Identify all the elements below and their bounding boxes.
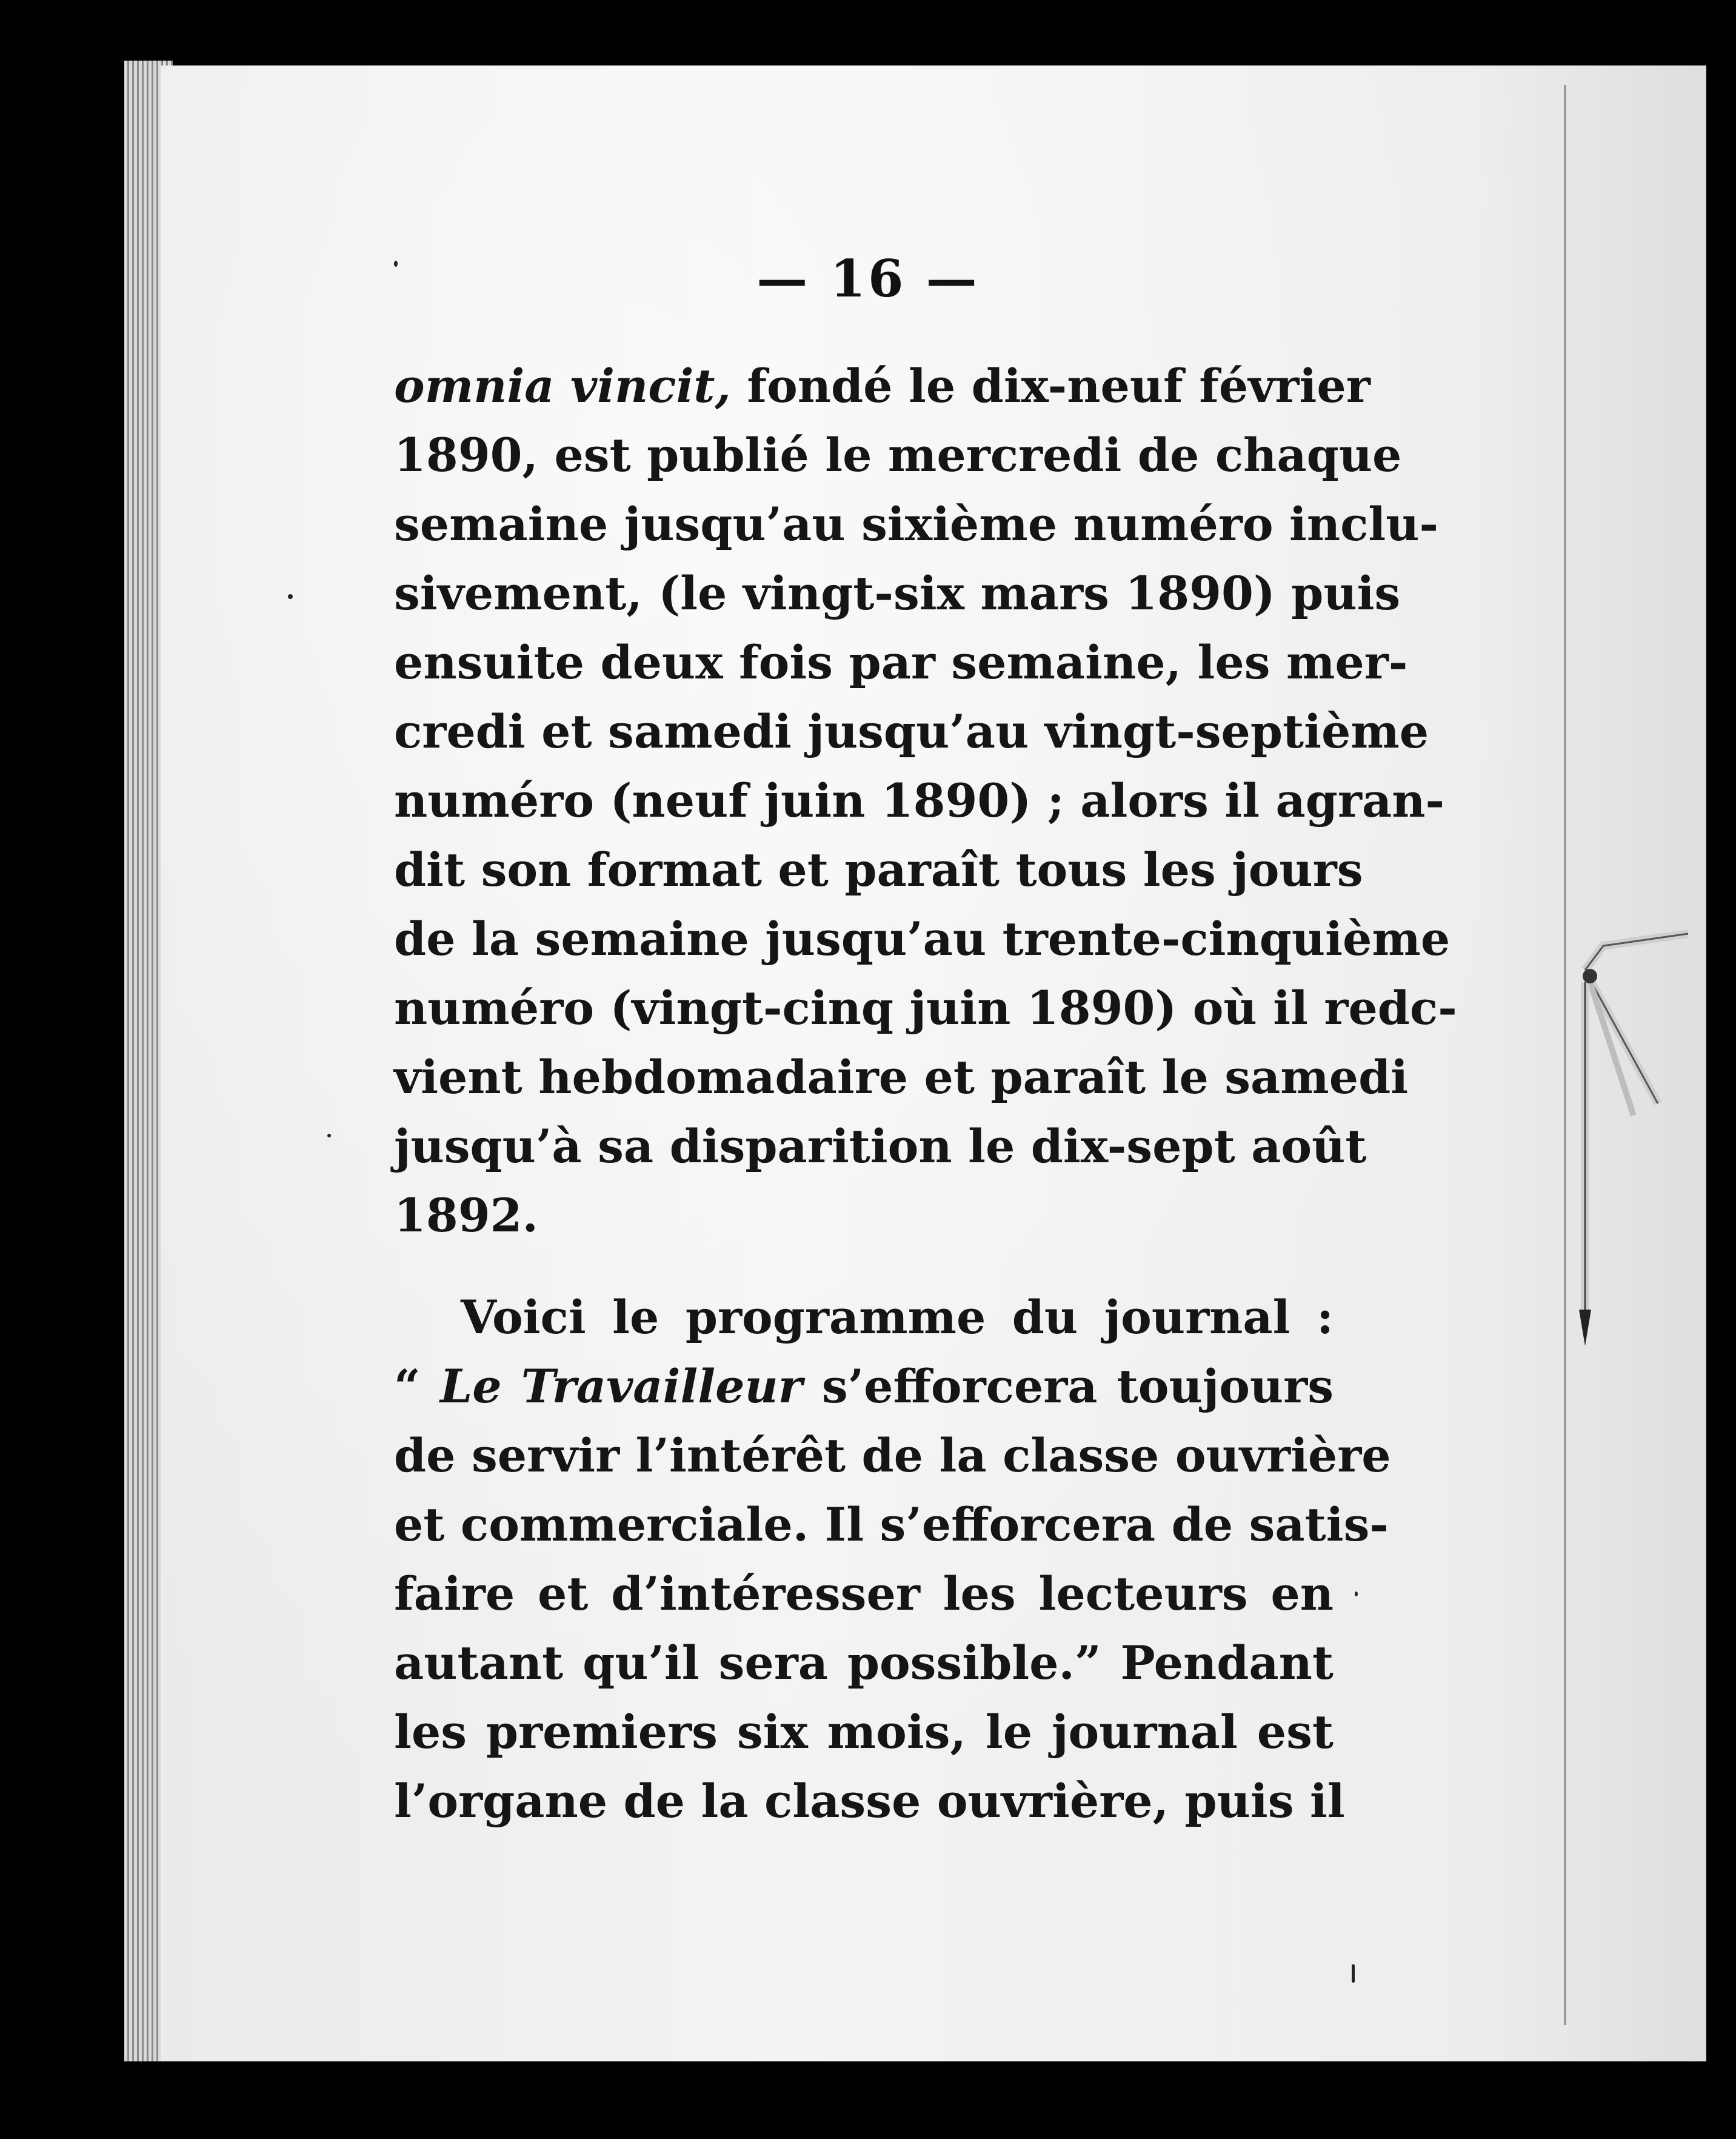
text-line bbox=[394, 974, 1457, 1043]
text-segment: s’efforcera toujours bbox=[802, 1359, 1334, 1413]
scan-speck bbox=[394, 261, 398, 267]
text-segment: vient hebdomadaire et paraît le samedi bbox=[394, 1050, 1409, 1104]
text-line bbox=[394, 1283, 1334, 1352]
text-segment: “ bbox=[394, 1359, 440, 1413]
text-line bbox=[394, 835, 1363, 905]
text-line bbox=[394, 1112, 1367, 1181]
text-line bbox=[394, 905, 1451, 974]
text-line bbox=[394, 697, 1429, 766]
text-line bbox=[394, 421, 1402, 490]
text-line bbox=[394, 1421, 1391, 1490]
scan-speck bbox=[288, 594, 293, 599]
text-line bbox=[394, 1767, 1345, 1836]
text-segment: fondé le dix-neuf février bbox=[730, 359, 1370, 413]
text-segment: les premiers six mois, le journal est bbox=[394, 1705, 1334, 1759]
text-segment: credi et samedi jusqu’au vingt-septième bbox=[394, 705, 1429, 758]
italic-text: omnia vincit, bbox=[394, 359, 731, 413]
text-segment: 1892. bbox=[394, 1188, 538, 1242]
paragraph-1 bbox=[394, 352, 1457, 1250]
text-line bbox=[394, 559, 1401, 628]
text-segment: l’organe de la classe ouvrière, puis il bbox=[394, 1774, 1345, 1828]
text-segment: jusqu’à sa disparition le dix-sept août bbox=[394, 1119, 1367, 1173]
italic-text: Le Travailleur bbox=[439, 1359, 803, 1413]
text-line bbox=[394, 628, 1408, 697]
text-segment: faire et d’intéresser les lecteurs en bbox=[394, 1567, 1334, 1621]
text-segment: autant qu’il sera possible.” Pendant bbox=[394, 1636, 1334, 1690]
text-segment: 1890, est publié le mercredi de chaque bbox=[394, 428, 1402, 482]
text-segment: Voici le programme du journal : bbox=[461, 1290, 1334, 1344]
binding-fold bbox=[1564, 85, 1566, 2025]
binding-thread-icon bbox=[1567, 922, 1700, 1358]
text-line bbox=[394, 490, 1439, 559]
scan-speck bbox=[1352, 1964, 1355, 1983]
body-text bbox=[394, 352, 1457, 1836]
text-segment: semaine jusqu’au sixième numéro inclu- bbox=[394, 497, 1439, 551]
text-line bbox=[394, 1559, 1334, 1629]
text-line bbox=[394, 1352, 1334, 1421]
text-line bbox=[394, 1490, 1389, 1559]
paragraph-gap bbox=[394, 1250, 1334, 1283]
paragraph-2 bbox=[394, 1283, 1391, 1836]
page-number: — 16 — bbox=[756, 249, 980, 309]
text-segment: sivement, (le vingt-six mars 1890) puis bbox=[394, 566, 1401, 620]
scan-speck bbox=[1355, 1592, 1358, 1596]
text-segment: numéro (neuf juin 1890) ; alors il agran- bbox=[394, 774, 1445, 828]
text-line bbox=[394, 352, 1370, 421]
text-segment: de servir l’intérêt de la classe ouvrière bbox=[394, 1428, 1391, 1482]
text-segment: numéro (vingt-cinq juin 1890) où il redc- bbox=[394, 981, 1457, 1035]
text-segment: ensuite deux fois par semaine, les mer- bbox=[394, 635, 1408, 689]
scan-speck bbox=[327, 1134, 331, 1137]
text-line bbox=[394, 766, 1445, 835]
text-line bbox=[394, 1181, 1334, 1250]
text-line bbox=[394, 1629, 1334, 1698]
text-segment: et commerciale. Il s’efforcera de satis- bbox=[394, 1498, 1389, 1552]
text-line bbox=[394, 1043, 1409, 1112]
text-segment: de la semaine jusqu’au trente-cinquième bbox=[394, 912, 1451, 966]
text-segment: dit son format et paraît tous les jours bbox=[394, 843, 1363, 897]
text-line bbox=[394, 1698, 1334, 1767]
